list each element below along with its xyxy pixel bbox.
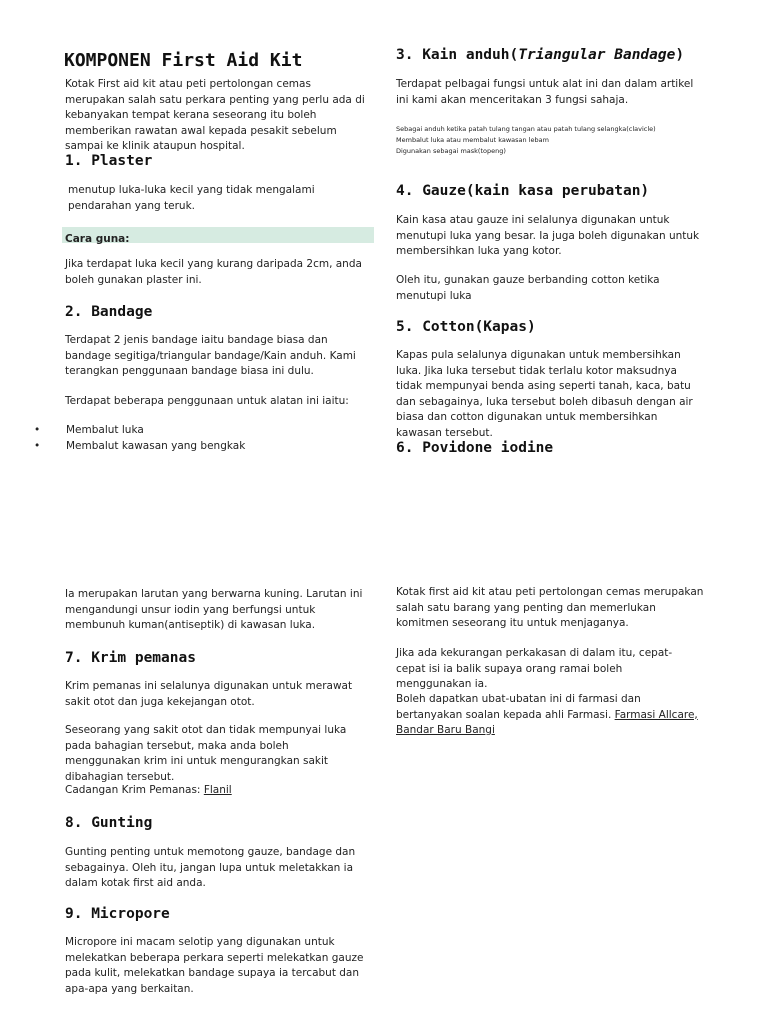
plaster-cara-guna-text: Jika terdapat luka kecil yang kurang daripada 2cm, anda boleh gunakan plaster ini.: [65, 258, 362, 286]
list-item: • Membalut kawasan yang bengkak: [49, 438, 369, 454]
kain-anduh-text: Terdapat pelbagai fungsi untuk alat ini dan dalam artikel ini kami akan menceritakan 3 fungsi sahaja.: [396, 78, 694, 106]
gunting-text: Gunting penting untuk memotong gauze, bandage dan sebagainya. Oleh itu, jangan lupa untuk meletakkan ia dalam kotak first aid anda.: [65, 846, 356, 889]
list-item: • Membalut luka: [49, 422, 369, 438]
bandage-text-1: Terdapat 2 jenis bandage iaitu bandage biasa dan bandage segitiga/triangular bandage/Kain anduh. Kami terangkan penggunaan bandage biasa ini dulu.: [65, 334, 356, 377]
krim-text-2: Seseorang yang sakit otot dan tidak mempunyai luka pada bahagian tersebut, maka anda boleh menggunakan krim ini untuk mengurangkan sakit dibahagian tersebut.: [65, 724, 347, 783]
heading-cotton: 5. Cotton(Kapas): [396, 319, 536, 335]
heading-plaster: 1. Plaster: [65, 153, 153, 169]
micropore-text: Micropore ini macam selotip yang digunakan untuk melekatkan beberapa perkara seperti melekatkan gauze pada kulit, melekatkan bandage supaya ia tercabut dan apa-apa yang berkaitan.: [65, 936, 364, 995]
heading-kain-anduh-suffix: ): [675, 47, 685, 63]
krim-text-1: Krim pemanas ini selalunya digunakan untuk merawat sakit otot dan juga kekejangan otot.: [65, 680, 353, 708]
krim-cadangan: [65, 783, 370, 799]
closing-paragraph-1: Kotak first aid kit atau peti pertolongan cemas merupakan salah satu barang yang penting dan memerlukan komitmen seseorang itu untuk menjaganya.: [396, 586, 704, 629]
kain-anduh-use-3: Digunakan sebagai mask(topeng): [396, 147, 506, 155]
cara-guna-band: [62, 227, 374, 243]
heading-kain-anduh-prefix: 3. Kain anduh(: [396, 47, 519, 63]
bandage-uses-list: [49, 422, 369, 454]
farmasi-allcare-link[interactable]: Farmasi Allcare, Bandar Baru Bangi: [396, 708, 698, 736]
flanil-link[interactable]: Flanil: [203, 784, 232, 796]
cotton-text: Kapas pula selalunya digunakan untuk membersihkan luka. Jika luka tersebut tidak terlalu kotor maksudnya tidak mempunyai benda asing seperti tanah, kaca, batu dan sebagainya, luka tersebut boleh dibasuh dengan air biasa dan cotton digunakan untuk membersihkan kawasan tersebut.: [396, 349, 693, 439]
heading-krim-pemanas: 7. Krim pemanas: [65, 650, 196, 666]
povidone-text: Ia merupakan larutan yang berwarna kuning. Larutan ini mengandungi unsur iodin yang berfungsi untuk membunuh kuman(antiseptik) di kawasan luka.: [65, 588, 363, 631]
kain-anduh-use-1: Sebagai anduh ketika patah tulang tangan atau patah tulang selangka(clavicle): [396, 125, 656, 133]
gauze-text-2: Oleh itu, gunakan gauze berbanding cotton ketika menutupi luka: [396, 274, 660, 302]
gauze-text-1: Kain kasa atau gauze ini selalunya digunakan untuk menutupi luka yang besar. Ia juga boleh digunakan untuk membersihkan luka yang kotor.: [396, 214, 700, 257]
heading-gunting: 8. Gunting: [65, 815, 153, 831]
heading-micropore: 9. Micropore: [65, 906, 170, 922]
cara-guna-label: Cara guna:: [65, 233, 130, 245]
closing-paragraph-3: [396, 692, 706, 739]
page-title: KOMPONEN First Aid Kit: [64, 50, 303, 71]
heading-kain-anduh-italic: Triangular Bandage: [518, 47, 676, 63]
heading-povidone: 6. Povidone iodine: [396, 440, 554, 456]
intro-paragraph: Kotak First aid kit atau peti pertolongan cemas merupakan salah satu perkara penting yang perlu ada di kebanyakan tempat kerana seseorang itu boleh memberikan rawatan awal kepada pesakit sebelum sampai ke klinik ataupun hospital.: [65, 78, 365, 152]
heading-kain-anduh: [396, 47, 684, 63]
closing-paragraph-2: Jika ada kekurangan perkakasan di dalam itu, cepat-cepat isi ia balik supaya orang ramai boleh menggunakan ia.: [396, 647, 673, 690]
krim-cadangan-label: Cadangan Krim Pemanas:: [65, 784, 204, 796]
plaster-text: menutup luka-luka kecil yang tidak mengalami pendarahan yang teruk.: [68, 184, 315, 212]
bandage-text-2: Terdapat beberapa penggunaan untuk alatan ini iaitu:: [65, 395, 349, 407]
heading-gauze: 4. Gauze(kain kasa perubatan): [396, 183, 650, 199]
heading-bandage: 2. Bandage: [65, 304, 153, 320]
closing-paragraph-3-text: Boleh dapatkan ubat-ubatan ini di farmasi dan bertanyakan soalan kepada ahli Farmasi.: [396, 693, 641, 721]
kain-anduh-use-2: Membalut luka atau membalut kawasan lebam: [396, 136, 549, 144]
